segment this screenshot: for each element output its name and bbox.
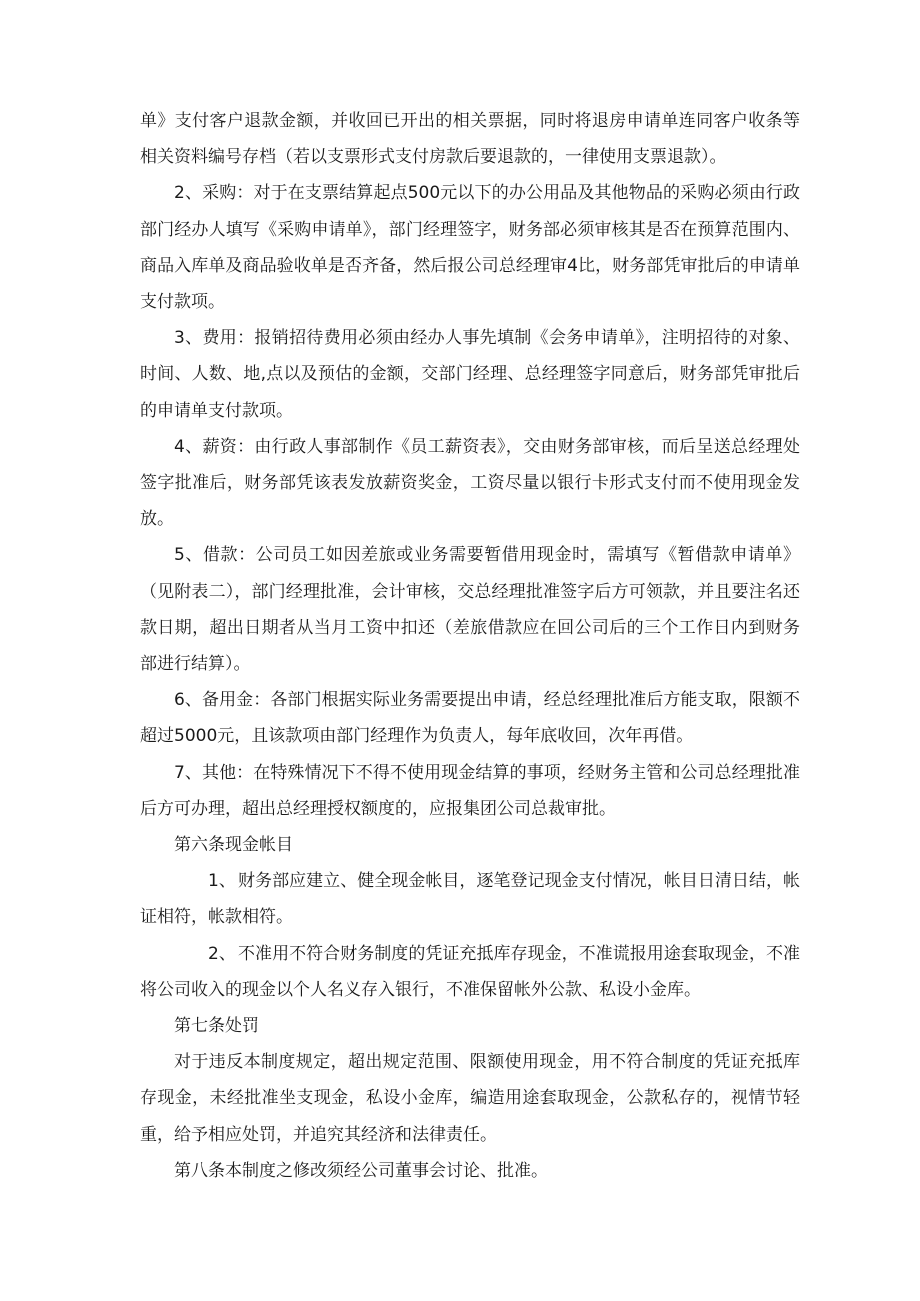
document-body	[140, 103, 800, 1189]
article6-item-1	[140, 863, 800, 935]
article7-title: 第七条处罚	[174, 1016, 259, 1037]
article6-item-2	[140, 936, 800, 1008]
paragraph-petty-cash: 6、备用金：各部门根据实际业务需要提出申请，经总经理批准后方能支取，限额不超过5000元，且该款项由部门经理作为负责人，每年底收回，次年再借。	[140, 690, 800, 747]
paragraph-other: 7、其他：在特殊情况下不得不使用现金结算的事项，经财务主管和公司总经理批准后方可办理，超出总经理授权额度的，应报集团公司总裁审批。	[140, 762, 800, 819]
article8-text: 第八条本制度之修改须经公司董事会讨论、批准。	[174, 1160, 548, 1181]
paragraph-refund-continuation: 单》支付客户退款金额，并收回已开出的相关票据，同时将退房申请单连同客户收条等相关资料编号存档（若以支票形式支付房款后要退款的，一律使用支票退款）。	[140, 111, 800, 168]
paragraph-expense: 3、费用：报销招待费用必须由经办人事先填制《会务申请单》，注明招待的对象、时间、人数、地,点以及预估的金额，交部门经理、总经理签字同意后，财务部凭审批后的申请单支付款项。	[140, 328, 800, 421]
paragraph-purchase: 2、采购：对于在支票结算起点500元以下的办公用品及其他物品的采购必须由行政部门经办人填写《采购申请单》，部门经理签字，财务部必须审核其是否在预算范围内、商品入库单及商品验收单是否齐备，然后报公司总经理审4比，财务部凭审批后的申请单支付款项。	[140, 183, 800, 313]
paragraph-salary: 4、薪资：由行政人事部制作《员工薪资表》，交由财务部审核，而后呈送总经理处签字批准后，财务部凭该表发放薪资奖金，工资尽量以银行卡形式支付而不使用现金发放。	[140, 436, 800, 530]
article6-item-1-number: 1、	[208, 871, 236, 892]
article6-item-2-text: 不准用不符合财务制度的凭证充抵库存现金，不准谎报用途套取现金，不准将公司收入的现金以个人名义存入银行，不准保留帐外公款、私设小金库。	[140, 943, 800, 1000]
article6-item-2-number: 2、	[208, 943, 236, 964]
article6-item-1-text: 财务部应建立、健全现金帐目，逐笔登记现金支付情况，帐目日清日结，帐证相符，帐款相符。	[140, 871, 800, 928]
article6-title: 第六条现金帐目	[174, 835, 293, 856]
article7-text: 对于违反本制度规定，超出规定范围、限额使用现金，用不符合制度的凭证充抵库存现金，未经批准坐支现金，私设小金库，编造用途套取现金，公款私存的，视情节轻重，给予相应处罚，并追究其经济和法律责任。	[140, 1052, 800, 1145]
paragraph-loan: 5、借款：公司员工如因差旅或业务需要暂借用现金时，需填写《暂借款申请单》（见附表二），部门经理批准，会计审核，交总经理批准签字后方可领款，并且要注名还款日期，超出日期者从当月工资中扣还（差旅借款应在回公司后的三个工作日内到财务部进行结算）。	[140, 545, 800, 675]
